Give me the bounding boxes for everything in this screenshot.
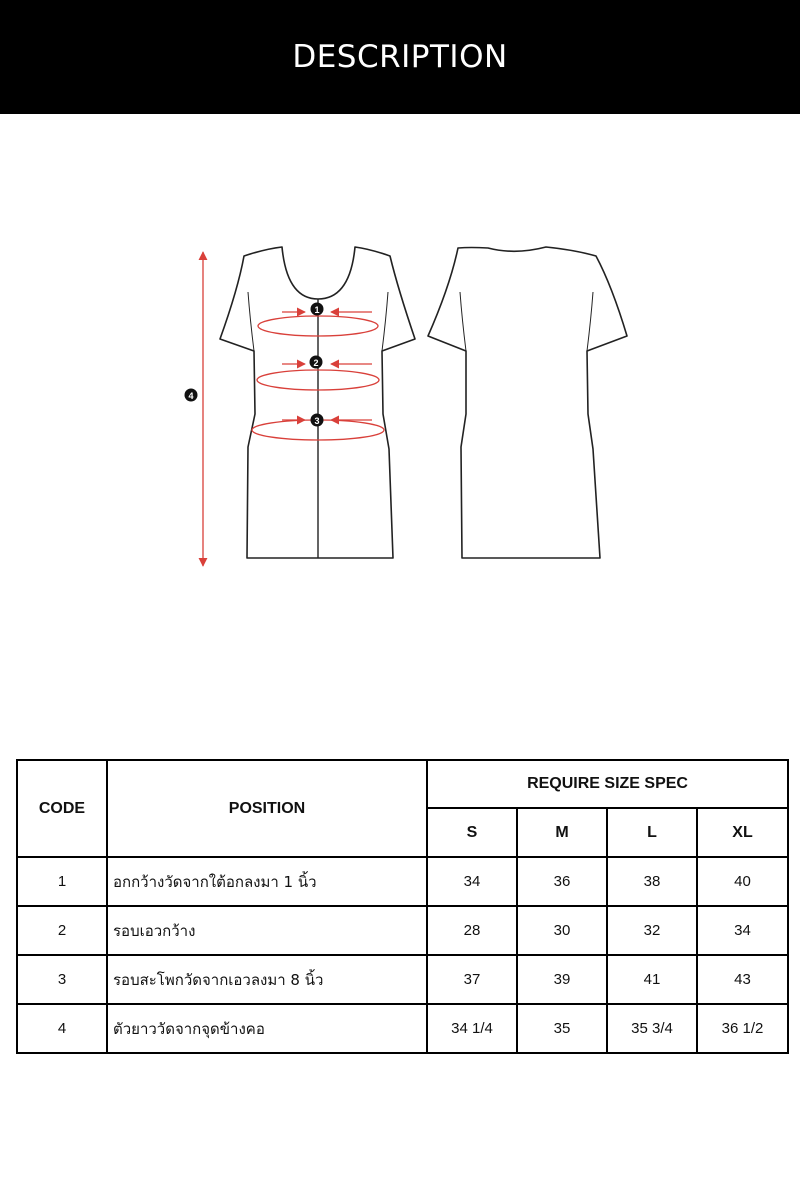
row-position: อกกว้างวัดจากใต้อกลงมา 1 นิ้ว	[107, 857, 427, 906]
svg-text:4: 4	[188, 391, 194, 401]
row-code: 2	[17, 906, 107, 955]
page-title: DESCRIPTION	[292, 39, 508, 75]
svg-text:1: 1	[314, 305, 320, 315]
spec-header: REQUIRE SIZE SPEC	[427, 760, 788, 808]
size-header-xl: XL	[697, 808, 788, 857]
marker-4	[185, 389, 198, 402]
value-xl: 43	[697, 955, 788, 1004]
value-s: 34 1/4	[427, 1004, 517, 1053]
row-position: รอบเอวกว้าง	[107, 906, 427, 955]
value-xl: 40	[697, 857, 788, 906]
size-spec-table	[16, 759, 789, 1054]
row-code: 4	[17, 1004, 107, 1053]
row-position: ตัวยาววัดจากจุดข้างคอ	[107, 1004, 427, 1053]
row-code: 3	[17, 955, 107, 1004]
garment-diagram	[0, 114, 800, 734]
svg-text:2: 2	[313, 358, 319, 368]
value-s: 34	[427, 857, 517, 906]
table-row	[17, 857, 788, 906]
size-header-m: M	[517, 808, 607, 857]
size-header-l: L	[607, 808, 697, 857]
marker-2	[310, 356, 323, 369]
value-xl: 36 1/2	[697, 1004, 788, 1053]
table-row	[17, 906, 788, 955]
value-l: 38	[607, 857, 697, 906]
row-position: รอบสะโพกวัดจากเอวลงมา 8 นิ้ว	[107, 955, 427, 1004]
table-row	[17, 1004, 788, 1053]
value-s: 37	[427, 955, 517, 1004]
marker-3	[311, 414, 324, 427]
value-l: 32	[607, 906, 697, 955]
value-m: 35	[517, 1004, 607, 1053]
value-s: 28	[427, 906, 517, 955]
marker-1	[311, 303, 324, 316]
dress-back-view	[428, 247, 627, 558]
value-m: 36	[517, 857, 607, 906]
header-banner	[0, 0, 800, 114]
value-l: 41	[607, 955, 697, 1004]
row-code: 1	[17, 857, 107, 906]
dress-front-view	[220, 247, 415, 558]
value-m: 39	[517, 955, 607, 1004]
code-header: CODE	[17, 760, 107, 857]
value-xl: 34	[697, 906, 788, 955]
value-m: 30	[517, 906, 607, 955]
size-header-s: S	[427, 808, 517, 857]
position-header: POSITION	[107, 760, 427, 857]
svg-text:3: 3	[314, 416, 320, 426]
table-row	[17, 955, 788, 1004]
value-l: 35 3/4	[607, 1004, 697, 1053]
